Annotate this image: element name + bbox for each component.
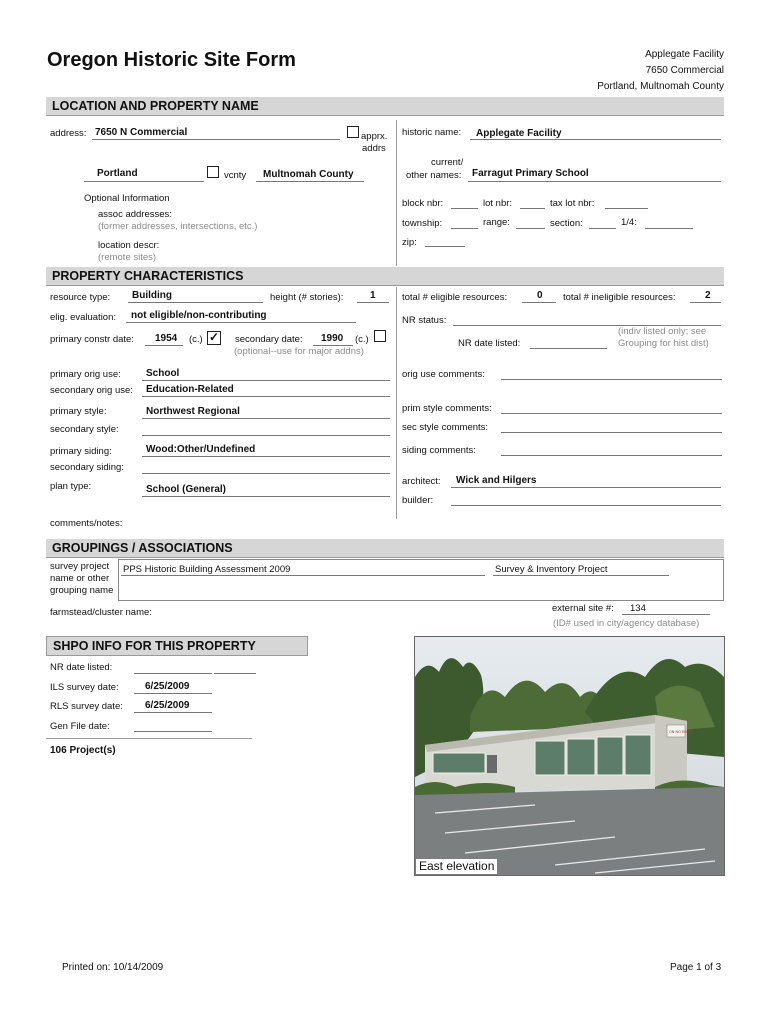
secondary-style-line [142,435,390,436]
survey-label [50,561,113,597]
block-line [451,208,478,209]
shpo-nr-date-line [134,673,212,674]
elig-line [126,322,356,323]
survey-name-line [121,575,485,576]
section-property: PROPERTY CHARACTERISTICS [46,267,724,286]
primary-orig-use-label: primary orig use: [50,369,121,380]
secondary-circa-checkbox[interactable] [374,330,386,342]
header-street: 7650 Commercial [645,65,724,76]
primary-circa-checkbox[interactable]: ✓ [208,330,220,344]
external-site-value: 134 [630,603,646,614]
page-title: Oregon Historic Site Form [47,49,296,71]
rls-label: RLS survey date: [50,701,123,712]
primary-c-label: (c.) [189,334,203,345]
secondary-c-label: (c.) [355,334,369,345]
secondary-date-value: 1990 [321,333,344,344]
lot-line [520,208,545,209]
total-ineligible-line [690,302,721,303]
survey-label-1: survey project [50,561,110,572]
shpo-nr-date-label: NR date listed: [50,662,113,673]
building-sign: ON NO ENTER [669,730,694,734]
builder-line [451,505,721,506]
quarter-label: 1/4: [621,217,637,228]
vcnty-label: vcnty [224,170,247,181]
plan-type-label: plan type: [50,481,92,492]
other-names-line [468,181,721,182]
indiv-hint-2: Grouping for hist dist) [618,338,709,349]
tax-lot-label: tax lot nbr: [550,198,595,209]
primary-style-label: primary style: [50,406,107,417]
optional-info-label: Optional Information [84,193,170,204]
elig-value: not eligible/non-contributing [131,310,267,321]
secondary-siding-line [142,473,390,474]
elig-label: elig. evaluation: [50,312,117,323]
section-label: section: [550,218,583,229]
assoc-addresses-label: assoc addresses: [98,209,172,220]
siding-comments-line [501,455,722,456]
height-label: height (# stories): [270,292,344,303]
primary-siding-line [142,456,390,457]
zip-label: zip: [402,237,417,248]
shpo-nr-date-line-2 [214,673,256,674]
orig-use-comments-line [501,379,722,380]
apprx-addrs-checkbox[interactable] [347,126,359,138]
range-line [516,228,545,229]
address-line [92,139,340,140]
external-site-hint: (ID# used in city/agency database) [553,618,700,629]
secondary-siding-label: secondary siding: [50,462,124,473]
rls-value: 6/25/2009 [145,700,190,711]
quarter-line [645,228,693,229]
address-label: address: [50,128,87,139]
secondary-orig-use-value: Education-Related [146,384,234,395]
zip-line [425,246,465,247]
sec-style-comments-label: sec style comments: [402,422,489,433]
header-city-county: Portland, Multnomah County [597,81,724,92]
resource-type-label: resource type: [50,292,111,303]
county-value: Multnomah County [263,169,354,180]
plan-type-line [142,496,390,497]
siding-comments-label: siding comments: [402,445,476,456]
survey-label-3: grouping name [50,585,114,596]
primary-style-value: Northwest Regional [146,406,240,417]
ils-line [134,693,212,694]
architect-line [451,487,721,488]
builder-label: builder: [402,495,434,506]
primary-style-line [142,418,390,419]
gen-file-label: Gen File date: [50,721,110,732]
page-number: Page 1 of 3 [670,962,722,973]
nr-date-label: NR date listed: [458,338,521,349]
rls-line [134,712,212,713]
shpo-divider [46,738,252,739]
county-line [256,181,364,182]
divider [396,120,397,266]
gen-file-line [134,731,212,732]
resource-type-value: Building [132,290,172,301]
farmstead-label: farmstead/cluster name: [50,607,152,618]
building-photo-illustration [415,637,724,875]
header-address-block [597,47,724,95]
primary-date-value: 1954 [155,333,178,344]
section-line [589,228,616,229]
printed-on: Printed on: 10/14/2009 [62,962,164,973]
prim-style-comments-label: prim style comments: [402,403,492,414]
secondary-date-label: secondary date: [235,334,303,345]
lot-label: lot nbr: [483,198,513,209]
total-eligible-value: 0 [537,290,543,301]
survey-type-line [493,575,669,576]
resource-type-line [128,302,263,303]
comments-label: comments/notes: [50,518,123,529]
ils-label: ILS survey date: [50,682,119,693]
nr-status-label: NR status: [402,315,447,326]
tax-lot-line [605,208,648,209]
primary-date-label: primary constr date: [50,334,134,345]
total-ineligible-label: total # ineligible resources: [563,292,676,303]
secondary-orig-use-line [142,396,390,397]
prim-style-comments-line [501,413,722,414]
external-site-label: external site #: [552,603,614,614]
architect-label: architect: [402,476,441,487]
location-descr-label: location descr: [98,240,160,251]
external-site-line [622,614,710,615]
primary-orig-use-line [142,380,390,381]
primary-siding-label: primary siding: [50,446,112,457]
city-value: Portland [97,168,138,179]
photo-caption: East elevation [416,859,497,874]
addrs-label: addrs [362,143,386,154]
height-value: 1 [370,290,376,301]
secondary-orig-use-label: secondary orig use: [50,385,133,396]
total-ineligible-value: 2 [705,290,711,301]
height-line [357,302,389,303]
other-names-label: other names: [406,170,462,181]
primary-orig-use-value: School [146,368,180,379]
range-label: range: [483,217,510,228]
ils-value: 6/25/2009 [145,681,190,692]
primary-siding-value: Wood:Other/Undefined [146,444,256,455]
section-shpo: SHPO INFO FOR THIS PROPERTY [46,636,308,656]
orig-use-comments-label: orig use comments: [402,369,485,380]
township-label: township: [402,218,443,229]
plan-type-value: School (General) [146,484,227,495]
section-groupings: GROUPINGS / ASSOCIATIONS [46,539,724,558]
assoc-addresses-hint: (former addresses, intersections, etc.) [98,221,258,232]
survey-name: PPS Historic Building Assessment 2009 [123,564,291,575]
total-eligible-label: total # eligible resources: [402,292,508,303]
architect-value: Wick and Hilgers [456,475,537,486]
nr-date-line [530,348,607,349]
divider [396,287,397,519]
projects-label: 106 Project(s) [50,745,116,756]
header-facility: Applegate Facility [645,49,724,60]
other-names-value: Farragut Primary School [472,168,589,179]
historic-name-line [470,139,721,140]
historic-name-label: historic name: [402,127,462,138]
current-label: current/ [431,157,464,168]
survey-label-2: name or other [50,573,110,584]
location-descr-hint: (remote sites) [98,252,157,263]
indiv-hint-1: (indiv listed only; see [618,326,707,337]
survey-type: Survey & Inventory Project [495,564,608,575]
block-label: block nbr: [402,198,444,209]
property-photo [414,636,725,876]
apprx-label: apprx. [361,131,388,142]
township-line [451,228,478,229]
historic-name-value: Applegate Facility [476,128,562,139]
address-value: 7650 N Commercial [95,127,188,138]
city-line [84,181,204,182]
total-eligible-line [522,302,556,303]
secondary-style-label: secondary style: [50,424,119,435]
vcnty-checkbox[interactable] [207,166,219,178]
section-location: LOCATION AND PROPERTY NAME [46,97,724,116]
sec-style-comments-line [501,432,722,433]
secondary-date-hint: (optional--use for major addns) [234,346,364,357]
primary-date-line [145,345,183,346]
